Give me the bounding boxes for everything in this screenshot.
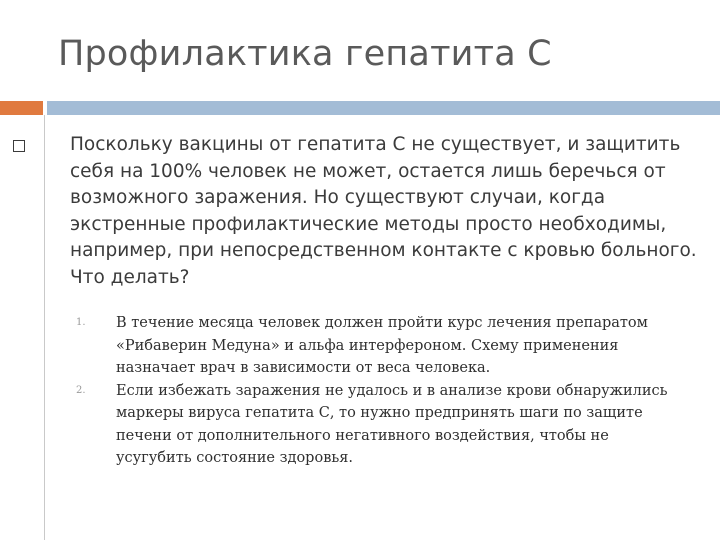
main-bullet-text: Поскольку вакцины от гепатита С не существует, и защитить себя на 100% человек не может, остается лишь беречься от возможного заражения. Но существуют случаи, когда экстренные профилактические методы просто необходимы, например, при непосредственном контакте с кровью больного. Что делать? — [70, 134, 697, 288]
square-bullet-icon — [13, 140, 25, 152]
steps-list — [76, 312, 676, 470]
accent-bar-blue — [47, 101, 720, 115]
list-item — [76, 380, 676, 470]
accent-bar-orange — [0, 101, 43, 115]
slide-title: Профилактика гепатита С — [58, 34, 552, 74]
vertical-divider — [44, 115, 45, 540]
list-item-number: 1. — [76, 317, 86, 328]
list-item — [76, 312, 676, 380]
list-item-text: В течение месяца человек должен пройти курс лечения препаратом «Рибаверин Медуна» и альфа интерфероном. Схему применения назначает врач в зависимости от веса человека. — [116, 315, 648, 376]
list-item-text: Если избежать заражения не удалось и в анализе крови обнаружились маркеры вируса гепатита С, то нужно предпринять шаги по защите печени от дополнительного негативного воздействия, чтобы не усугубить состояние здоровья. — [116, 382, 668, 466]
list-item-number: 2. — [76, 384, 86, 396]
